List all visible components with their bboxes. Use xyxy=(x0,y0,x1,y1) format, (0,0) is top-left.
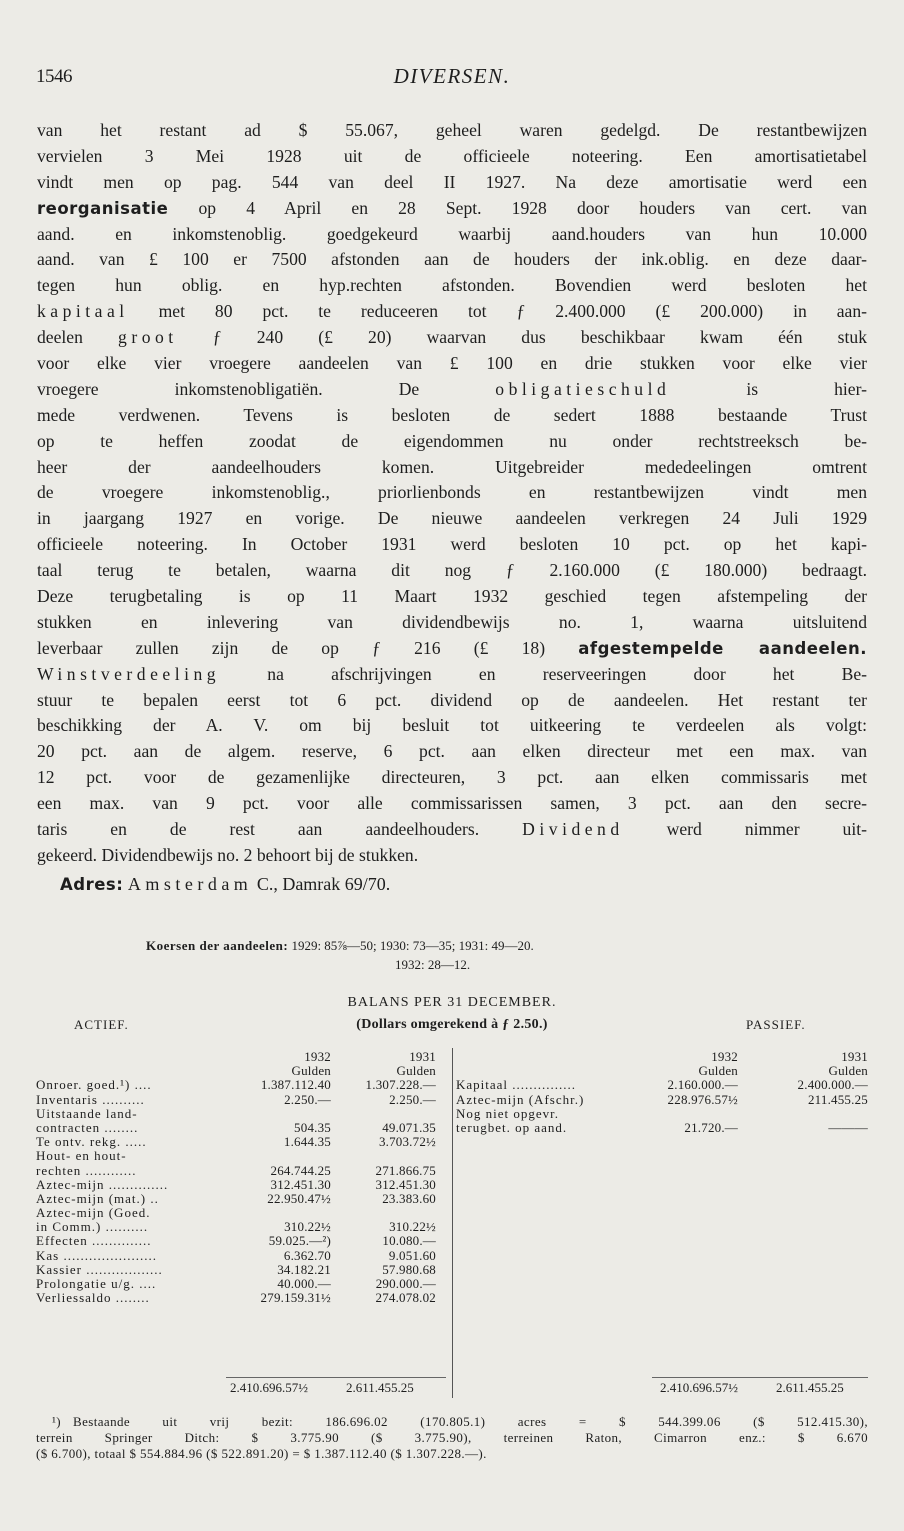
footnote xyxy=(36,1414,868,1462)
text-line xyxy=(37,247,867,273)
row-label: Effecten .............. xyxy=(36,1233,152,1249)
text-line xyxy=(37,739,867,765)
text-line xyxy=(37,222,867,248)
actief-row xyxy=(36,1164,446,1178)
text-run: Deze terugbetaling is op 11 Maart 1932 geschied tegen afstempeling der xyxy=(37,586,867,607)
column-divider xyxy=(452,1048,453,1398)
actief-row xyxy=(36,1206,446,1220)
text-line xyxy=(37,480,867,506)
row-label: Aztec-mijn (Goed. xyxy=(36,1205,151,1221)
year-1931-header: 1931 xyxy=(841,1049,868,1064)
text-run: van het restant ad $ 55.067, geheel waren gedelgd. De restantbewijzen xyxy=(37,120,867,140)
emphasis-spaced: kapitaal xyxy=(37,301,129,322)
table-unit-row xyxy=(456,1064,868,1078)
text-line xyxy=(37,506,867,532)
row-label: Nog niet opgevr. xyxy=(456,1105,560,1121)
value-1931: 57.980.68 xyxy=(382,1261,436,1277)
text-run: beschikking der A. V. om bij besluit tot uitkeering te verdeelen als volgt: xyxy=(37,715,867,736)
actief-row xyxy=(36,1291,446,1305)
text-line xyxy=(37,558,867,584)
value-1931: ——— xyxy=(828,1119,868,1135)
value-1932: 40.000.— xyxy=(277,1276,331,1291)
text-run: op 4 April en 28 Sept. 1928 door houders van cert. van xyxy=(168,197,867,218)
emphasis-bold: afgestempelde aandeelen. xyxy=(578,638,867,658)
value-1931: 290.000.— xyxy=(375,1276,436,1291)
quotes-line-2: 1932: 28—12. xyxy=(395,957,471,972)
row-label: Prolongatie u/g. .... xyxy=(36,1276,157,1291)
text-line xyxy=(37,765,867,791)
value-1932: 34.182.21 xyxy=(277,1261,331,1277)
text-run: 12 pct. voor de gezamenlijke directeuren, 3 pct. aan elken commissaris met xyxy=(37,767,867,788)
text-line xyxy=(37,273,867,299)
emphasis-spaced: obligatieschuld xyxy=(495,378,671,399)
text-run: de vroegere inkomstenoblig., priorlienbonds en restantbewijzen vindt men xyxy=(37,482,867,503)
text-line xyxy=(37,584,867,610)
row-label: Uitstaande land- xyxy=(36,1105,138,1121)
actief-row xyxy=(36,1192,446,1206)
value-1932: 22.950.47½ xyxy=(267,1190,331,1206)
emphasis-spaced: Winstverdeeling xyxy=(37,663,221,684)
value-1931: 49.071.35 xyxy=(382,1119,436,1135)
row-label: Verliessaldo ........ xyxy=(36,1290,150,1306)
address-city: Amsterdam xyxy=(127,874,253,894)
text-line xyxy=(37,351,867,377)
text-run: stuur te bepalen eerst tot 6 pct. dividend op de aandeelen. Het restant ter xyxy=(37,689,867,710)
text-run: vindt men op pag. 544 van deel II 1927. Na deze amortisatie werd een xyxy=(37,171,867,192)
emphasis-spaced: groot xyxy=(118,327,178,348)
value-1931: 274.078.02 xyxy=(375,1290,436,1306)
text-line xyxy=(37,455,867,481)
actief-heading: ACTIEF. xyxy=(74,1017,129,1032)
address-label: Adres: xyxy=(60,875,124,894)
row-label: rechten ............ xyxy=(36,1162,137,1178)
text-run: taal terug te betalen, waarna dit nog ƒ 2.160.000 (£ 180.000) bedraagt. xyxy=(37,560,867,581)
value-1931: 1.307.228.— xyxy=(365,1077,436,1093)
footnote-line xyxy=(36,1446,868,1462)
actief-row xyxy=(36,1263,446,1277)
passief-row xyxy=(456,1093,868,1107)
text-line xyxy=(37,377,867,403)
table-header-row xyxy=(456,1050,868,1064)
text-run: aand. en inkomstenoblig. goedgekeurd waarbij aand.houders van hun 10.000 xyxy=(37,223,867,244)
actief-row xyxy=(36,1178,446,1192)
passief-table xyxy=(456,1050,868,1135)
row-label: Inventaris .......... xyxy=(36,1091,145,1107)
table-header-row xyxy=(36,1050,446,1064)
text-run: werd nimmer uit- xyxy=(623,819,867,840)
passief-total-1931: 2.611.455.25 xyxy=(776,1380,844,1395)
text-line xyxy=(37,532,867,558)
actief-row xyxy=(36,1135,446,1149)
passief-row xyxy=(456,1107,868,1121)
text-line xyxy=(37,791,867,817)
unit-header: Gulden xyxy=(698,1063,738,1079)
text-line xyxy=(37,299,867,325)
text-run: gekeerd. Dividendbewijs no. 2 behoort bij de stukken. xyxy=(37,844,419,865)
text-run: leverbaar zullen zijn de op ƒ 216 (£ 18) xyxy=(37,637,579,658)
footnote-text: Bestaande uit vrij bezit: 186.696.02 (170.805.1) acres = $ 544.399.06 ($ 512.415.30), xyxy=(73,1414,868,1429)
address-street: C., Damrak 69/70. xyxy=(252,874,391,894)
value-1932: 1.387.112.40 xyxy=(260,1077,331,1093)
row-label: Aztec-mijn (Afschr.) xyxy=(456,1091,585,1107)
text-line xyxy=(37,429,867,455)
actief-row xyxy=(36,1107,446,1121)
footnote-text: ($ 6.700), totaal $ 554.884.96 ($ 522.891.20) = $ 1.387.112.40 ($ 1.307.228.—). xyxy=(36,1446,487,1461)
running-title: DIVERSEN. xyxy=(393,64,511,88)
value-1931: 310.22½ xyxy=(389,1219,436,1235)
actief-row xyxy=(36,1093,446,1107)
year-1931-header: 1931 xyxy=(409,1049,436,1064)
value-1932: 504.35 xyxy=(294,1119,331,1135)
passief-row xyxy=(456,1078,868,1092)
value-1932: 2.160.000.— xyxy=(667,1077,738,1093)
text-line xyxy=(37,636,867,662)
value-1931: 2.250.— xyxy=(389,1091,436,1107)
actief-total-1931: 2.611.455.25 xyxy=(346,1380,414,1395)
value-1932: 279.159.31½ xyxy=(260,1290,331,1306)
text-run: deelen xyxy=(37,327,119,348)
passief-heading: PASSIEF. xyxy=(746,1017,806,1032)
text-run: aand. van £ 100 er 7500 afstonden aan de houders der ink.oblig. en deze daar- xyxy=(37,249,867,270)
row-label: Te ontv. rekg. ..... xyxy=(36,1134,147,1150)
text-line xyxy=(37,325,867,351)
text-line xyxy=(37,610,867,636)
page-number: 1546 xyxy=(36,66,72,87)
text-run: stukken en inlevering van dividendbewijs no. 1, waarna uitsluitend xyxy=(37,611,867,632)
quotes-line-1: 1929: 85⅞—50; 1930: 73—35; 1931: 49—20. xyxy=(291,938,534,953)
text-run: officieele noteering. In October 1931 werd besloten 10 pct. op het kapi- xyxy=(37,534,867,555)
actief-row xyxy=(36,1121,446,1135)
passief-total-1932: 2.410.696.57½ xyxy=(660,1380,738,1395)
text-run: met 80 pct. te reduceeren tot ƒ 2.400.000 (£ 200.000) in aan- xyxy=(128,301,867,322)
year-1932-header: 1932 xyxy=(711,1049,738,1064)
text-run: 20 pct. aan de algem. reserve, 6 pct. aan elken directeur met een max. van xyxy=(37,741,867,762)
year-1932-header: 1932 xyxy=(304,1049,331,1064)
total-rule-left xyxy=(226,1377,446,1378)
unit-header: Gulden xyxy=(828,1063,868,1079)
footnote-marker: ¹) xyxy=(52,1414,62,1429)
value-1931: 271.866.75 xyxy=(375,1162,436,1178)
text-line xyxy=(37,170,867,196)
page-header xyxy=(36,62,868,92)
row-label: contracten ........ xyxy=(36,1119,139,1135)
text-line xyxy=(37,662,867,688)
actief-row xyxy=(36,1149,446,1163)
value-1931: 2.400.000.— xyxy=(797,1077,868,1093)
text-line xyxy=(37,118,867,144)
actief-total-1932: 2.410.696.57½ xyxy=(230,1380,308,1395)
row-label: terugbet. op aand. xyxy=(456,1119,568,1135)
balance-subtitle: (Dollars omgerekend à ƒ 2.50.) xyxy=(356,1017,548,1032)
actief-row xyxy=(36,1220,446,1234)
footnote-line xyxy=(36,1414,868,1430)
passief-row xyxy=(456,1121,868,1135)
value-1931: 9.051.60 xyxy=(388,1247,436,1263)
quotes-label: Koersen der aandeelen: xyxy=(146,938,289,953)
actief-row xyxy=(36,1234,446,1248)
row-label: Kapitaal ............... xyxy=(456,1077,577,1093)
value-1932: 2.250.— xyxy=(284,1091,331,1107)
value-1931: 3.703.72½ xyxy=(378,1134,436,1150)
value-1932: 59.025.—²) xyxy=(268,1233,331,1249)
text-run: vervielen 3 Mei 1928 uit de officieele noteering. Een amortisatietabel xyxy=(37,145,867,166)
text-run: taris en de rest aan aandeelhouders. xyxy=(37,819,523,840)
value-1931: 10.080.— xyxy=(382,1233,436,1249)
row-label: Hout- en hout- xyxy=(36,1148,127,1164)
text-run: na afschrijvingen en reserveeringen door het Be- xyxy=(220,663,867,684)
balance-title: BALANS PER 31 DECEMBER. xyxy=(347,995,557,1010)
text-run: ƒ 240 (£ 20) waarvan dus beschikbaar kwam één stuk xyxy=(177,327,867,348)
value-1932: 264.744.25 xyxy=(270,1162,331,1178)
row-label: Aztec-mijn .............. xyxy=(36,1176,169,1192)
footnote-text: terrein Springer Ditch: $ 3.775.90 ($ 3.775.90), terreinen Raton, Cimarron enz.: $ 6.670 xyxy=(36,1430,868,1445)
actief-table xyxy=(36,1050,446,1305)
value-1932: 6.362.70 xyxy=(283,1247,331,1263)
text-line xyxy=(37,843,867,869)
row-label: Aztec-mijn (mat.) .. xyxy=(36,1190,159,1206)
row-label: Kassier .................. xyxy=(36,1261,163,1277)
value-1932: 312.451.30 xyxy=(270,1176,331,1192)
text-line xyxy=(37,144,867,170)
text-line xyxy=(37,817,867,843)
value-1931: 312.451.30 xyxy=(375,1176,436,1192)
text-run: op te heffen zoodat de eigendommen nu onder rechtstreeksch be- xyxy=(37,430,867,451)
text-line xyxy=(37,713,867,739)
value-1931: 23.383.60 xyxy=(382,1190,436,1206)
text-line xyxy=(37,403,867,429)
value-1932: 228.976.57½ xyxy=(667,1091,738,1107)
text-run: tegen hun oblig. en hyp.rechten afstonden. Bovendien werd besloten het xyxy=(37,275,867,296)
share-quotes xyxy=(146,936,534,974)
text-run: in jaargang 1927 en vorige. De nieuwe aandeelen verkregen 24 Juli 1929 xyxy=(37,508,867,529)
address-line xyxy=(60,874,390,895)
value-1932: 1.644.35 xyxy=(283,1134,331,1150)
table-unit-row xyxy=(36,1064,446,1078)
unit-header: Gulden xyxy=(396,1063,436,1079)
row-label: Kas ...................... xyxy=(36,1247,157,1263)
text-line xyxy=(37,688,867,714)
value-1932: 21.720.— xyxy=(684,1119,738,1135)
emphasis-spaced: Dividend xyxy=(522,819,624,840)
text-run: voor elke vier vroegere aandeelen van £ 100 en drie stukken voor elke vier xyxy=(37,353,867,374)
value-1931: 211.455.25 xyxy=(807,1091,868,1107)
text-run: mede verdwenen. Tevens is besloten de sedert 1888 bestaande Trust xyxy=(37,404,867,425)
row-label: Onroer. goed.¹) .... xyxy=(36,1077,152,1093)
text-run: een max. van 9 pct. voor alle commissarissen samen, 3 pct. aan den secre- xyxy=(37,793,867,814)
actief-row xyxy=(36,1078,446,1092)
value-1932: 310.22½ xyxy=(284,1219,331,1235)
total-rule-right xyxy=(652,1377,868,1378)
text-run: heer der aandeelhouders komen. Uitgebreider mededeelingen omtrent xyxy=(37,456,867,477)
text-run: is hier- xyxy=(670,378,867,399)
row-label: in Comm.) .......... xyxy=(36,1219,149,1235)
emphasis-bold: reorganisatie xyxy=(37,198,169,218)
text-line xyxy=(37,196,867,222)
actief-row xyxy=(36,1249,446,1263)
body-paragraph xyxy=(37,118,867,869)
unit-header: Gulden xyxy=(291,1063,331,1079)
footnote-line xyxy=(36,1430,868,1446)
text-run: vroegere inkomstenobligatiën. De xyxy=(37,378,496,399)
actief-row xyxy=(36,1277,446,1291)
